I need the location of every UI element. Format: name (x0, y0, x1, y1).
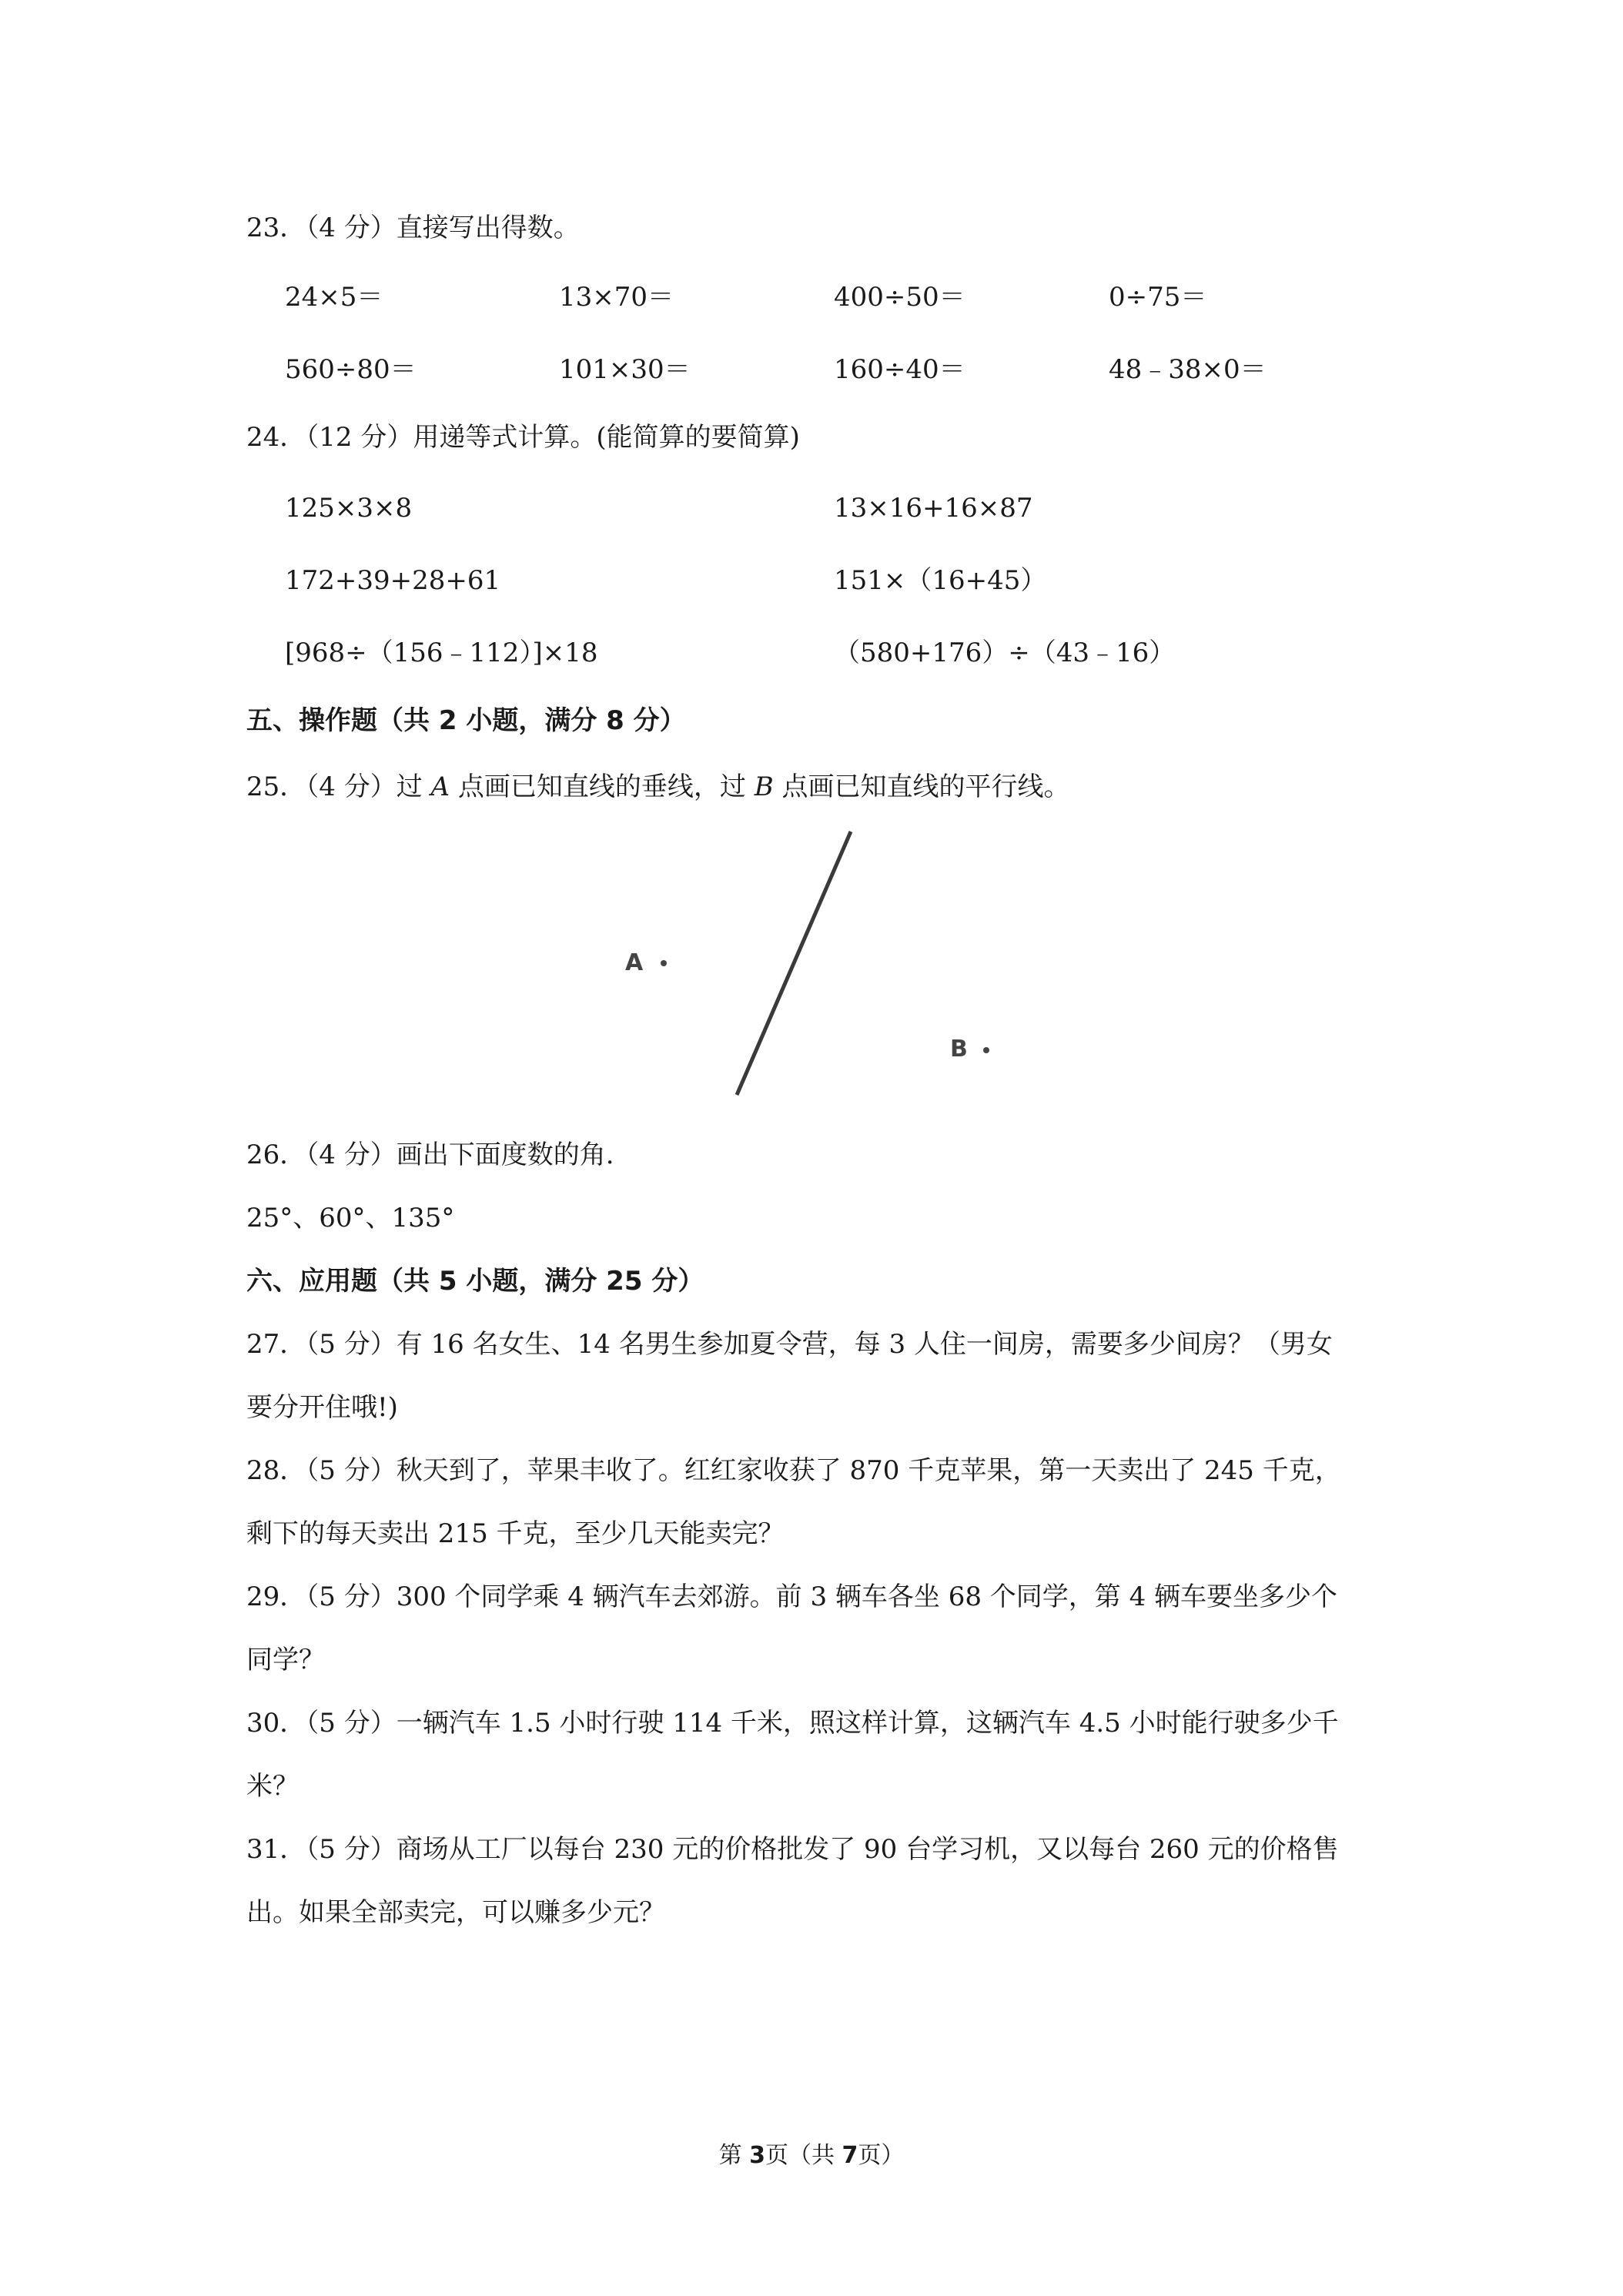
q23-item: 48﹣38×0＝ (1109, 354, 1267, 385)
footer-mid: 页（共 (765, 2142, 842, 2169)
q25-text-post: 点画已知直线的平行线。 (773, 771, 1070, 802)
given-line (737, 832, 851, 1095)
point-b-dot (983, 1047, 989, 1053)
q29-line2: 同学？ (246, 1645, 325, 1675)
q23-title: 23．（4 分）直接写出得数。 (246, 213, 580, 243)
footer-page-number: 3 (749, 2142, 765, 2169)
footer-post: 页） (858, 2142, 905, 2169)
footer-pre: 第 (718, 2142, 750, 2169)
q24-item: （580+176）÷（43﹣16） (834, 638, 1176, 668)
q23-item: 160÷40＝ (834, 354, 965, 385)
q27-line2: 要分开住哦!) (246, 1392, 398, 1423)
q25-figure (585, 816, 1062, 1109)
footer-total-pages: 7 (842, 2142, 858, 2169)
point-a-label: A (625, 949, 644, 976)
section-6-title: 六、应用题（共 5 小题，满分 25 分） (246, 1266, 704, 1297)
q24-item: 13×16+16×87 (834, 493, 1033, 524)
q28-line2: 剩下的每天卖出 215 千克，至少几天能卖完？ (246, 1518, 785, 1549)
q29-line1: 29．（5 分）300 个同学乘 4 辆汽车去郊游。前 3 辆车各坐 68 个同学，第 4 辆车要坐多少个 (246, 1581, 1338, 1612)
page-footer (0, 2140, 1623, 2171)
q30-line2: 米？ (246, 1771, 299, 1802)
q23-item: 400÷50＝ (834, 282, 965, 313)
q25-text-pre: 25．（4 分）过 (246, 771, 431, 802)
q23-item: 560÷80＝ (285, 354, 417, 385)
q23-item: 0÷75＝ (1109, 282, 1207, 313)
q25-text-mid: 点画已知直线的垂线，过 (450, 771, 755, 802)
q26-angles: 25°、60°、135° (246, 1203, 455, 1233)
q28-line1: 28．（5 分）秋天到了，苹果丰收了。红红家收获了 870 千克苹果，第一天卖出了 245 千克， (246, 1455, 1341, 1486)
q31-line2: 出。如果全部卖完，可以赚多少元？ (246, 1897, 665, 1928)
point-a-dot (661, 960, 667, 966)
q23-item: 13×70＝ (559, 282, 674, 313)
point-b-label: B (950, 1036, 968, 1063)
q25-title (246, 768, 1070, 805)
section-5-title: 五、操作题（共 2 小题，满分 8 分） (246, 705, 686, 736)
q24-item: [968÷（156﹣112）]×18 (285, 638, 598, 668)
q23-item: 101×30＝ (559, 354, 691, 385)
q24-item: 151×（16+45） (834, 565, 1047, 596)
q30-line1: 30．（5 分）一辆汽车 1.5 小时行驶 114 千米，照这样计算，这辆汽车 4.5 小时能行驶多少千 (246, 1708, 1339, 1739)
q24-item: 125×3×8 (285, 493, 413, 524)
q31-line1: 31．（5 分）商场从工厂以每台 230 元的价格批发了 90 台学习机，又以每台 260 元的价格售 (246, 1834, 1339, 1865)
q24-item: 172+39+28+61 (285, 565, 501, 596)
q25-point-b: B (754, 771, 774, 802)
q23-item: 24×5＝ (285, 282, 383, 313)
q26-title: 26．（4 分）画出下面度数的角. (246, 1140, 614, 1170)
q27-line1: 27．（5 分）有 16 名女生、14 名男生参加夏令营，每 3 人住一间房，需要多少间房？（男女 (246, 1329, 1333, 1360)
q24-title: 24．（12 分）用递等式计算。(能简算的要简算) (246, 422, 800, 453)
q25-point-a: A (430, 771, 450, 802)
